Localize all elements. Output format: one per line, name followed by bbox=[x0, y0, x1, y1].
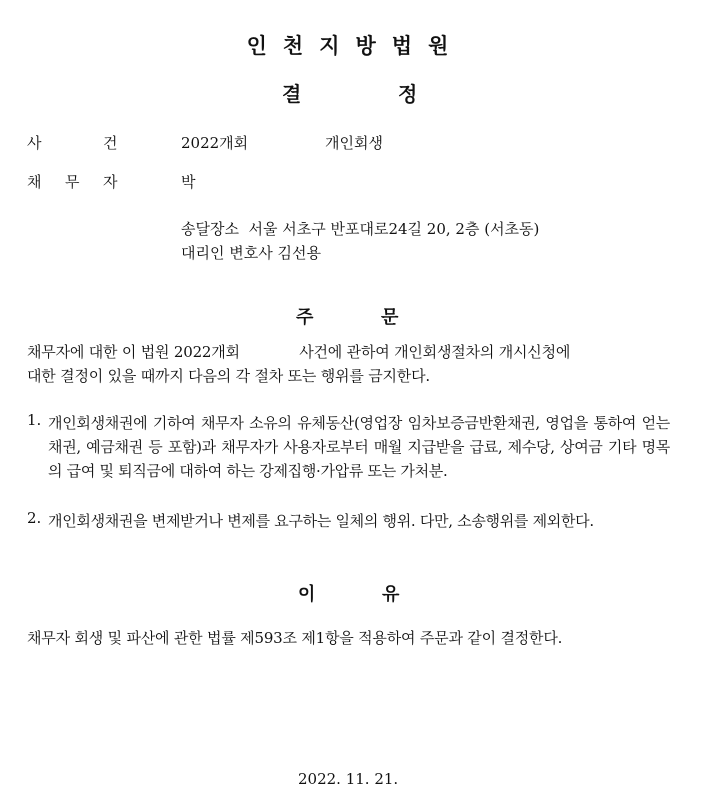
order-item-1-text bbox=[48, 411, 670, 483]
reason-heading-char-2: 유 bbox=[382, 584, 400, 605]
order-item-1-body: 개인회생채권에 기하여 채무자 소유의 유체동산(영업장 임차보증금반환채권, 영업을 통하여 얻는 채권, 예금채권 등 포함)과 채무자가 사용자로부터 매월 지급받을 급료, 제수당, 상여금 기타 명목의 급여 및 퇴직금에 대하여 하는 강제집행·가압류 또는 가처분. bbox=[48, 414, 670, 480]
order-item-1-number: 1. bbox=[27, 411, 42, 429]
court-name: 인천지방법원 bbox=[246, 34, 465, 58]
reason-heading-char-1: 이 bbox=[298, 584, 316, 605]
decision-date: 2022. 11. 21. bbox=[298, 770, 399, 788]
doc-type-char-1: 결 bbox=[282, 82, 302, 106]
case-name: 개인회생 bbox=[325, 134, 383, 152]
debtor-label-char-1: 채 bbox=[27, 173, 42, 191]
case-label-char-2: 건 bbox=[103, 134, 118, 152]
case-number: 2022개회 bbox=[181, 134, 249, 152]
order-heading-char-1: 주 bbox=[296, 307, 314, 328]
order-intro-line-2: 대한 결정이 있을 때까지 다음의 각 절차 또는 행위를 금지한다. bbox=[27, 367, 430, 385]
debtor-agent: 대리인 변호사 김선용 bbox=[181, 244, 321, 262]
debtor-address: 송달장소 서울 서초구 반포대로24길 20, 2층 (서초동) bbox=[181, 220, 540, 238]
order-item-2-number: 2. bbox=[27, 509, 42, 527]
case-label-char-1: 사 bbox=[27, 134, 42, 152]
order-item-2-body: 개인회생채권을 변제받거나 변제를 요구하는 일체의 행위. 다만, 소송행위를 제외한다. bbox=[48, 512, 594, 530]
order-heading-char-2: 문 bbox=[381, 307, 399, 328]
reason-text: 채무자 회생 및 파산에 관한 법률 제593조 제1항을 적용하여 주문과 같이 결정한다. bbox=[27, 629, 563, 647]
debtor-name: 박 bbox=[181, 173, 196, 191]
debtor-label-char-3: 자 bbox=[103, 173, 118, 191]
debtor-label-char-2: 무 bbox=[65, 173, 80, 191]
order-intro-line-1: 채무자에 대한 이 법원 2022개회 사건에 관하여 개인회생절차의 개시신청에 bbox=[27, 343, 571, 361]
order-item-2-text bbox=[48, 509, 670, 533]
doc-type-char-2: 정 bbox=[398, 82, 418, 106]
